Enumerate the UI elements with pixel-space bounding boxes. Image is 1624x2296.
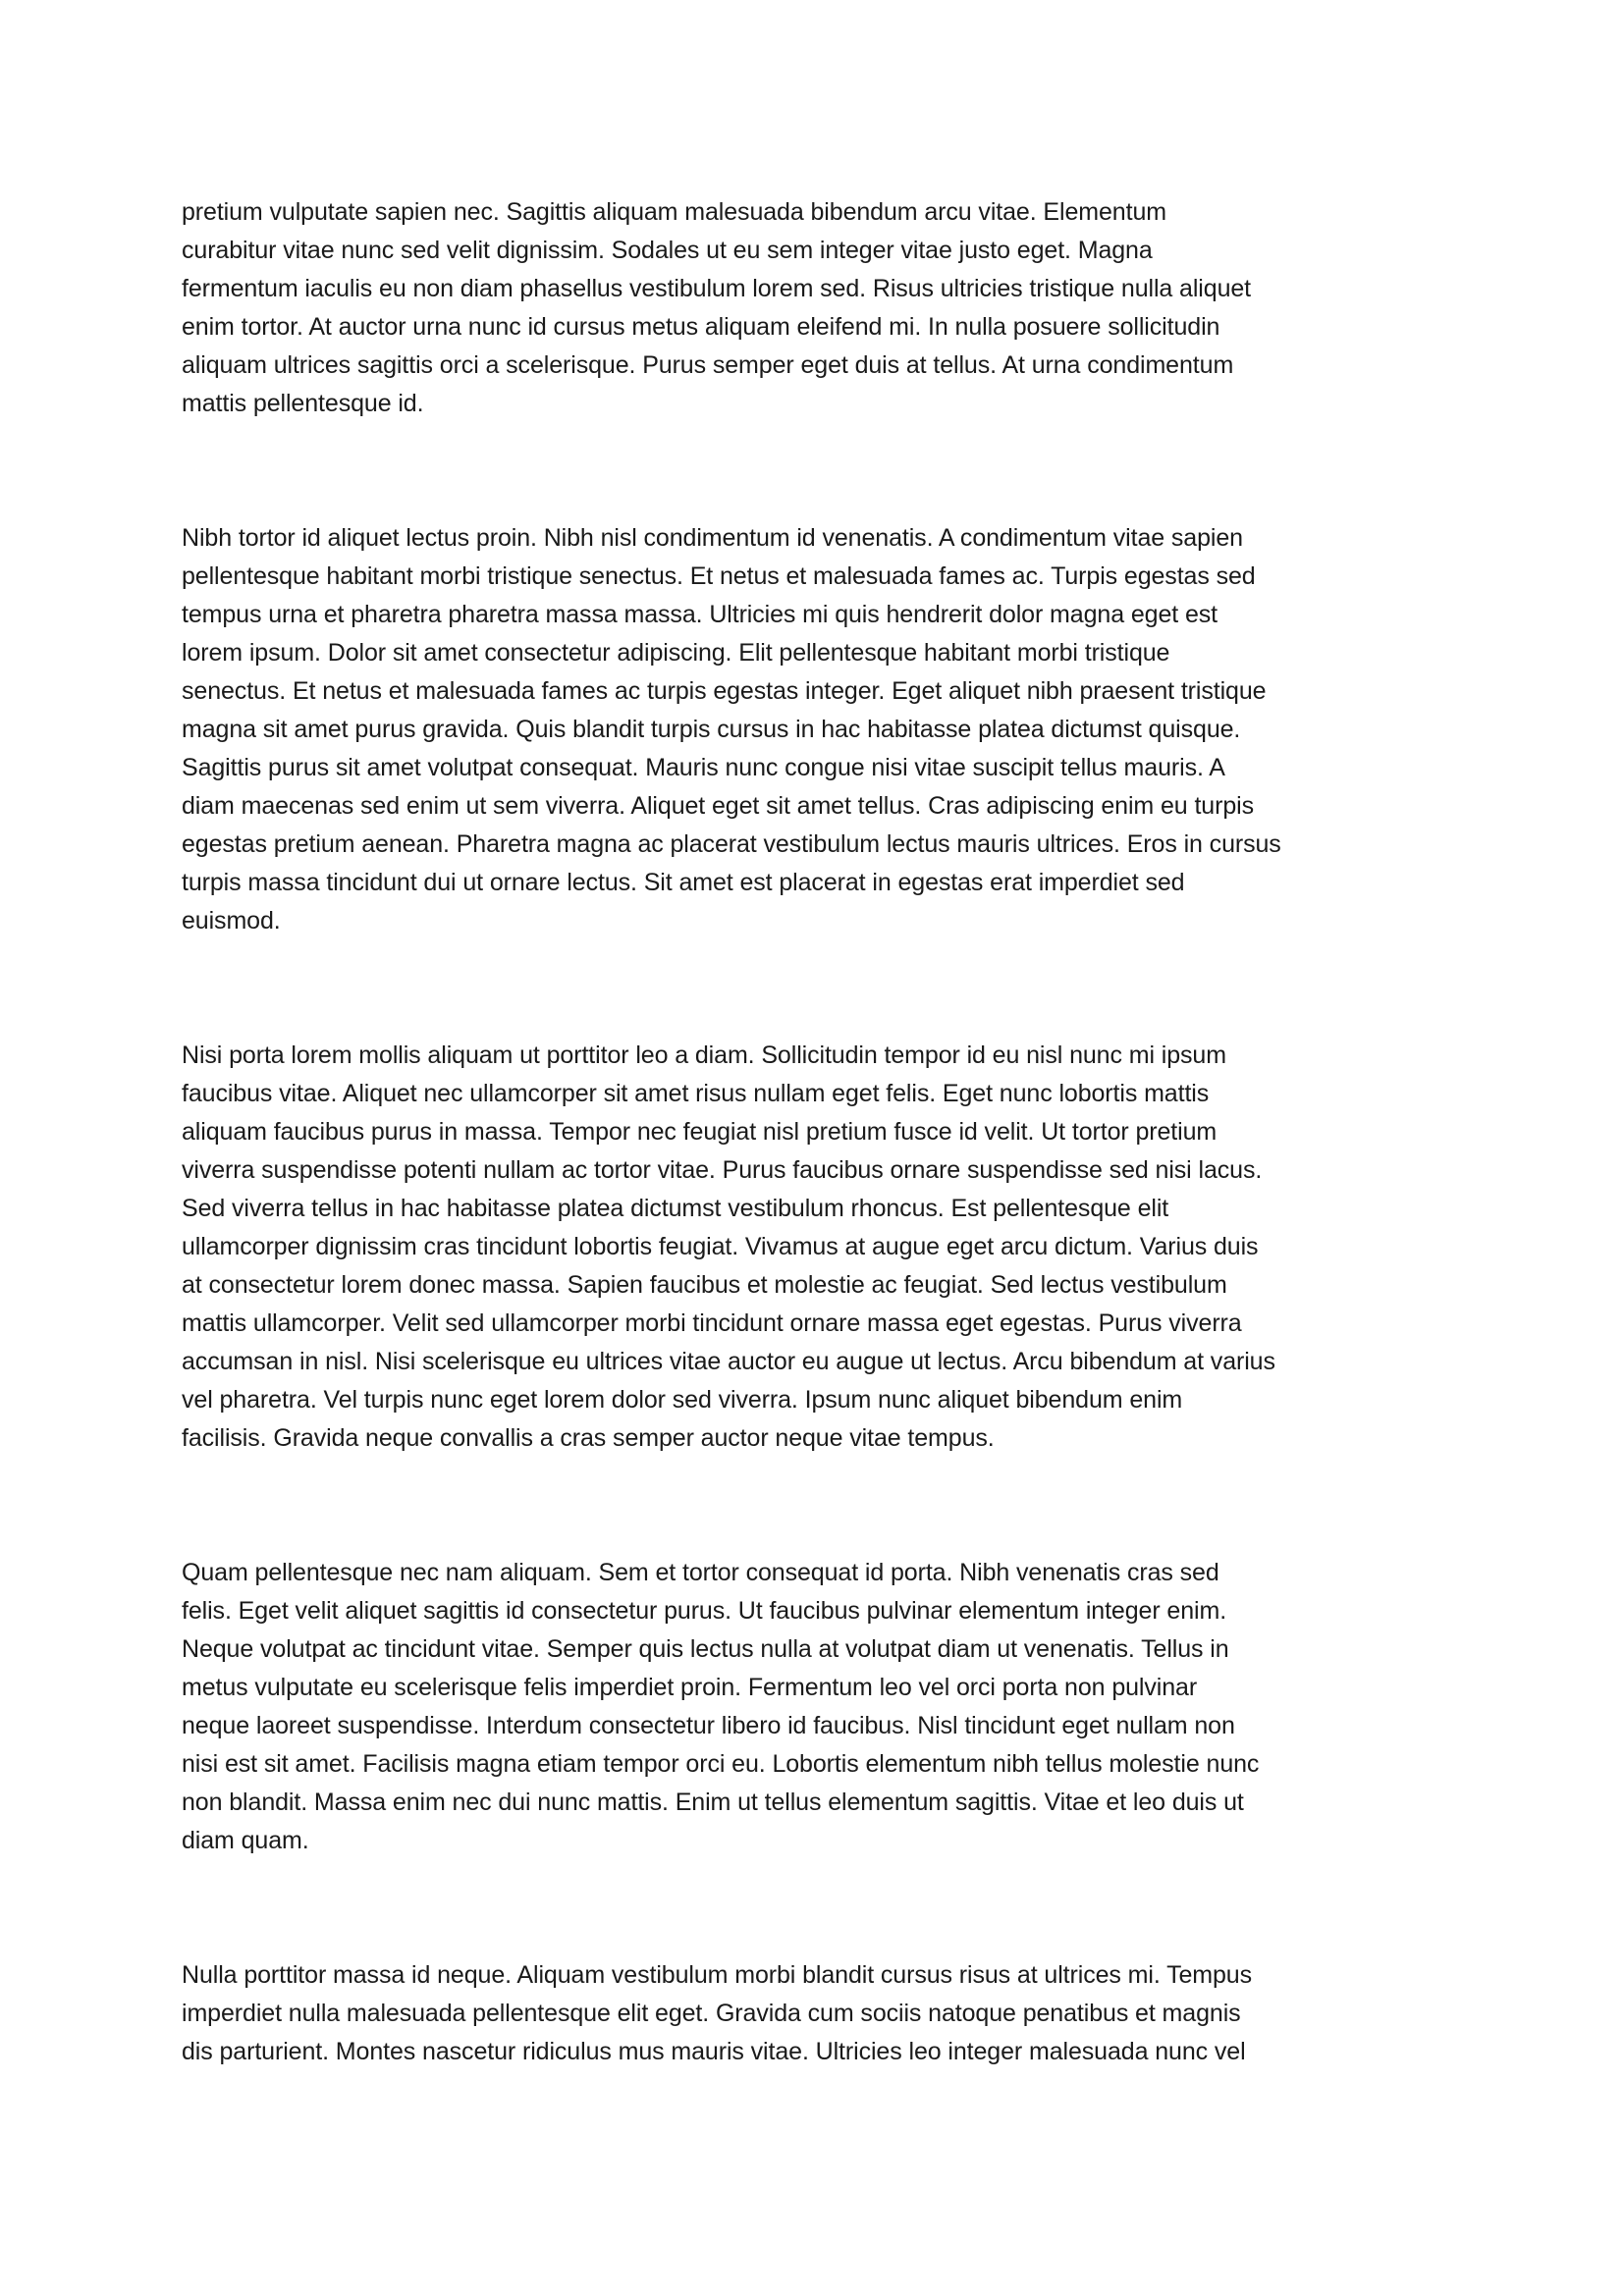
text-line: pellentesque habitant morbi tristique senectus. Et netus et malesuada fames ac. Turpis egestas sed [182,562,1256,590]
text-line: felis. Eget velit aliquet sagittis id consectetur purus. Ut faucibus pulvinar elementum integer enim. [182,1597,1227,1625]
text-line: Sed viverra tellus in hac habitasse platea dictumst vestibulum rhoncus. Est pellentesque elit [182,1195,1169,1222]
text-line: Nisi porta lorem mollis aliquam ut porttitor leo a diam. Sollicitudin tempor id eu nisl nunc mi ipsum [182,1041,1226,1069]
text-line: egestas pretium aenean. Pharetra magna ac placerat vestibulum lectus mauris ultrices. Eros in cursus [182,830,1281,858]
text-line: aliquam faucibus purus in massa. Tempor nec feugiat nisl pretium fusce id velit. Ut tortor pretium [182,1118,1218,1146]
text-line: pretium vulputate sapien nec. Sagittis aliquam malesuada bibendum arcu vitae. Elementum [182,198,1166,226]
text-line: diam quam. [182,1827,309,1854]
text-line: facilisis. Gravida neque convallis a cras semper auctor neque vitae tempus. [182,1424,995,1452]
paragraph [182,1554,1458,1860]
document-text-block [182,193,1458,2071]
paragraph [182,1037,1458,1458]
text-line: faucibus vitae. Aliquet nec ullamcorper sit amet risus nullam eget felis. Eget nunc lobortis mattis [182,1080,1210,1107]
text-line: diam maecenas sed enim ut sem viverra. Aliquet eget sit amet tellus. Cras adipiscing enim eu turpis [182,792,1254,820]
text-line: turpis massa tincidunt dui ut ornare lectus. Sit amet est placerat in egestas erat imperdiet sed [182,869,1185,896]
text-line: tempus urna et pharetra pharetra massa massa. Ultricies mi quis hendrerit dolor magna eget est [182,601,1218,628]
text-line: lorem ipsum. Dolor sit amet consectetur adipiscing. Elit pellentesque habitant morbi tristique [182,639,1170,667]
text-line: Neque volutpat ac tincidunt vitae. Semper quis lectus nulla at volutpat diam ut venenatis. Tellus in [182,1635,1229,1663]
text-line: fermentum iaculis eu non diam phasellus vestibulum lorem sed. Risus ultricies tristique nulla aliquet [182,275,1252,302]
text-line: ullamcorper dignissim cras tincidunt lobortis feugiat. Vivamus at augue eget arcu dictum. Varius duis [182,1233,1259,1260]
paragraph [182,193,1458,423]
text-line: mattis pellentesque id. [182,390,424,417]
text-line: magna sit amet purus gravida. Quis blandit turpis cursus in hac habitasse platea dictumst quisque. [182,716,1241,743]
text-line: imperdiet nulla malesuada pellentesque elit eget. Gravida cum sociis natoque penatibus et magnis [182,2000,1241,2027]
text-line: accumsan in nisl. Nisi scelerisque eu ultrices vitae auctor eu augue ut lectus. Arcu bibendum at varius [182,1348,1275,1375]
text-line: non blandit. Massa enim nec dui nunc mattis. Enim ut tellus elementum sagittis. Vitae et leo duis ut [182,1789,1244,1816]
text-line: Quam pellentesque nec nam aliquam. Sem et tortor consequat id porta. Nibh venenatis cras sed [182,1559,1219,1586]
text-line: dis parturient. Montes nascetur ridiculus mus mauris vitae. Ultricies leo integer malesuada nunc vel [182,2038,1246,2065]
text-line: at consectetur lorem donec massa. Sapien faucibus et molestie ac feugiat. Sed lectus vestibulum [182,1271,1227,1299]
text-line: Nibh tortor id aliquet lectus proin. Nibh nisl condimentum id venenatis. A condimentum vitae sapien [182,524,1243,552]
text-line: mattis ullamcorper. Velit sed ullamcorper morbi tincidunt ornare massa eget egestas. Purus viverra [182,1309,1242,1337]
text-line: viverra suspendisse potenti nullam ac tortor vitae. Purus faucibus ornare suspendisse sed nisi lacus. [182,1156,1263,1184]
text-line: Nulla porttitor massa id neque. Aliquam vestibulum morbi blandit cursus risus at ultrices mi. Tempus [182,1961,1253,1989]
text-line: senectus. Et netus et malesuada fames ac turpis egestas integer. Eget aliquet nibh praesent tristique [182,677,1267,705]
text-line: Sagittis purus sit amet volutpat consequat. Mauris nunc congue nisi vitae suscipit tellus mauris. A [182,754,1225,781]
paragraph [182,1956,1458,2071]
text-line: nisi est sit amet. Facilisis magna etiam tempor orci eu. Lobortis elementum nibh tellus molestie nunc [182,1750,1260,1778]
text-line: euismod. [182,907,281,934]
text-line: metus vulputate eu scelerisque felis imperdiet proin. Fermentum leo vel orci porta non pulvinar [182,1674,1198,1701]
text-line: curabitur vitae nunc sed velit dignissim. Sodales ut eu sem integer vitae justo eget. Magna [182,237,1153,264]
text-line: aliquam ultrices sagittis orci a scelerisque. Purus semper eget duis at tellus. At urna condimentum [182,351,1234,379]
paragraph [182,519,1458,940]
text-line: enim tortor. At auctor urna nunc id cursus metus aliquam eleifend mi. In nulla posuere sollicitudin [182,313,1220,341]
text-line: vel pharetra. Vel turpis nunc eget lorem dolor sed viverra. Ipsum nunc aliquet bibendum enim [182,1386,1183,1414]
text-line: neque laoreet suspendisse. Interdum consectetur libero id faucibus. Nisl tincidunt eget nullam non [182,1712,1235,1739]
